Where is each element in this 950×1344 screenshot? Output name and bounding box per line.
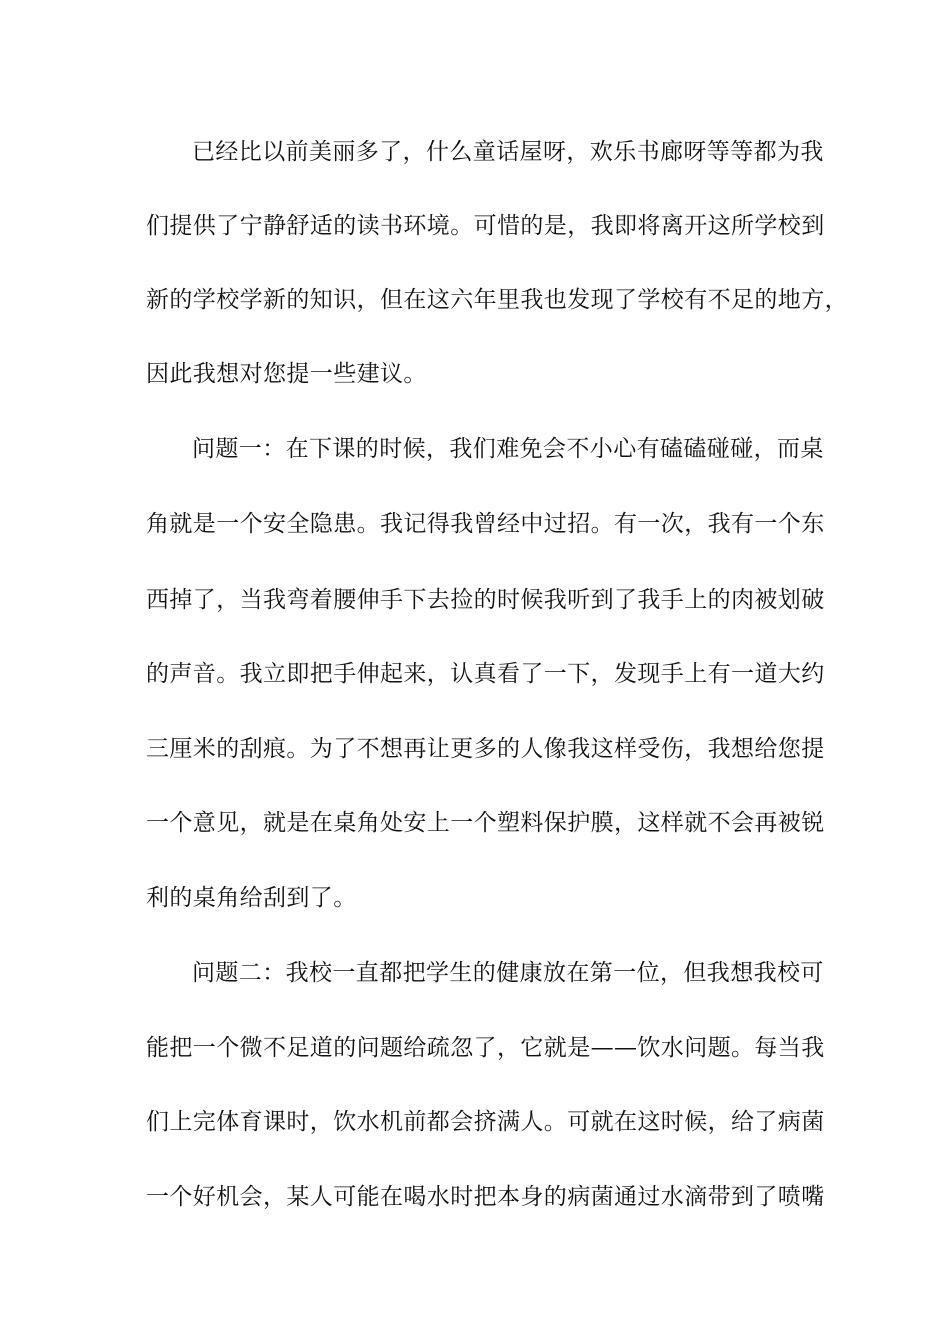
- paragraph-line: 问题二：我校一直都把学生的健康放在第一位，但我想我校可: [192, 960, 824, 986]
- paragraph-line: 角就是一个安全隐患。我记得我曾经中过招。有一次，我有一个东: [146, 511, 825, 537]
- paragraph-line: 们上完体育课时，饮水机前都会挤满人。可就在这时候，给了病菌: [146, 1109, 825, 1135]
- paragraph-line: 的声音。我立即把手伸起来，认真看了一下，发现手上有一道大约: [146, 661, 825, 687]
- paragraph-line: 一个好机会，某人可能在喝水时把本身的病菌通过水滴带到了喷嘴: [146, 1184, 825, 1210]
- paragraph-line: 三厘米的刮痕。为了不想再让更多的人像我这样受伤，我想给您提: [146, 736, 825, 762]
- paragraph-line: 西掉了，当我弯着腰伸手下去捡的时候我听到了我手上的肉被划破: [146, 587, 825, 613]
- paragraph-line: 一个意见，就是在桌角处安上一个塑料保护膜，这样就不会再被锐: [146, 810, 825, 836]
- paragraph-line: 新的学校学新的知识，但在这六年里我也发现了学校有不足的地方，: [146, 287, 848, 313]
- paragraph-line: 问题一：在下课的时候，我们难免会不小心有磕磕碰碰，而桌: [192, 436, 824, 462]
- paragraph-line: 利的桌角给刮到了。: [146, 885, 357, 911]
- paragraph-line: 已经比以前美丽多了，什么童话屋呀，欢乐书廊呀等等都为我: [192, 139, 824, 165]
- paragraph-line: 因此我想对您提一些建议。: [146, 361, 427, 387]
- paragraph-line: 们提供了宁静舒适的读书环境。可惜的是，我即将离开这所学校到: [146, 213, 825, 239]
- paragraph-line: 能把一个微不足道的问题给疏忽了，它就是——饮水问题。每当我: [146, 1035, 825, 1061]
